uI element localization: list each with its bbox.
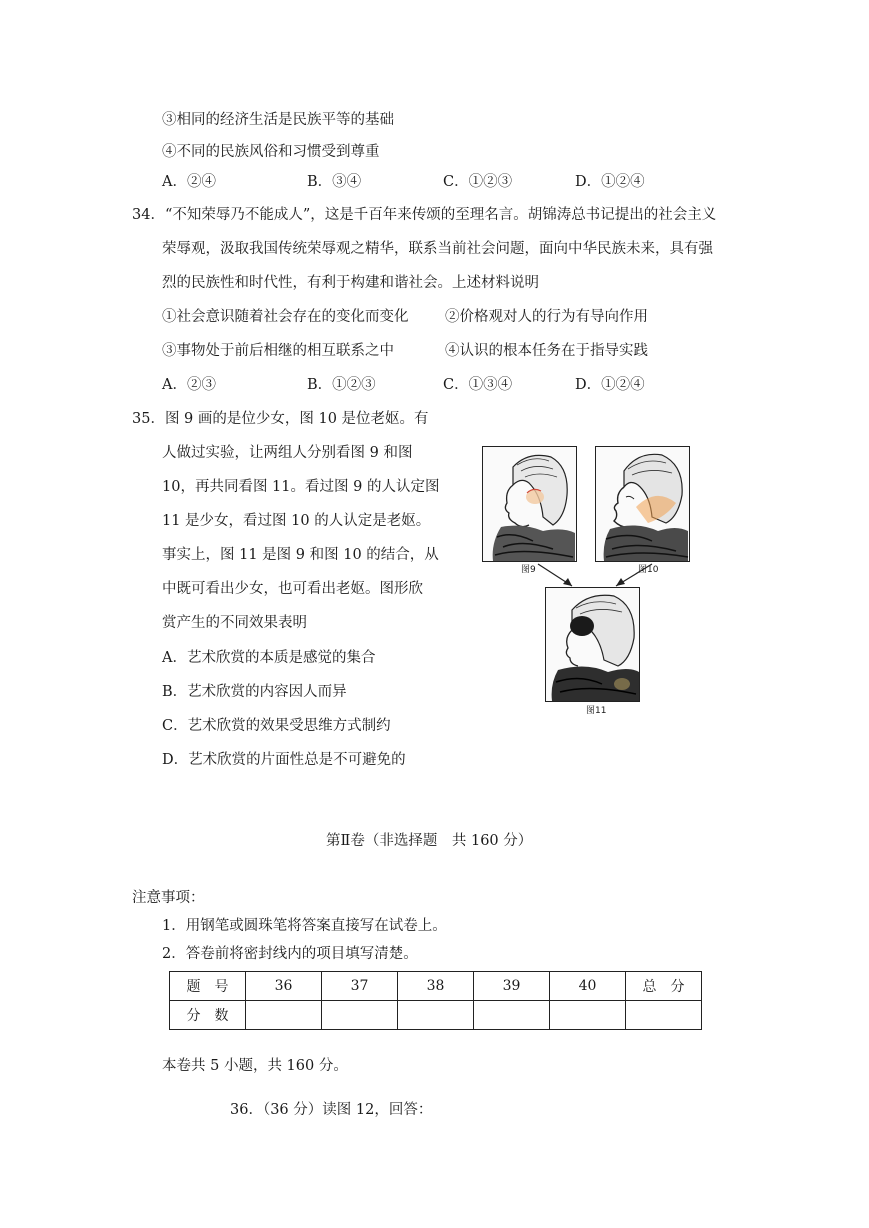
q35-option-a: A．艺术欣赏的本质是感觉的集合 bbox=[162, 650, 376, 666]
q35-option-d: D．艺术欣赏的片面性总是不可避免的 bbox=[162, 752, 406, 768]
score-header-40: 40 bbox=[550, 972, 626, 1001]
score-table-score-row bbox=[170, 1001, 702, 1030]
figure-arrows bbox=[520, 560, 670, 590]
notes-heading: 注意事项： bbox=[132, 890, 205, 906]
figure-9-young-woman bbox=[482, 446, 577, 562]
score-header-37: 37 bbox=[322, 972, 398, 1001]
q34-stem-line-1: 34．“不知荣辱乃不能成人”，这是千百年来传颂的至理名言。胡锦涛总书记提出的社会主义 bbox=[132, 207, 717, 223]
notes-item-1: 1．用钢笔或圆珠笔将答案直接写在试卷上。 bbox=[162, 918, 447, 934]
score-cell-total bbox=[626, 1001, 702, 1030]
q33-option-a: A．②④ bbox=[162, 174, 216, 190]
score-cell-37 bbox=[322, 1001, 398, 1030]
q35-stem-line-4: 11 是少女，看过图 10 的人认定是老妪。 bbox=[162, 513, 431, 529]
q34-item-2: ②价格观对人的行为有导向作用 bbox=[445, 309, 648, 325]
score-cell-38 bbox=[398, 1001, 474, 1030]
q35-option-b: B．艺术欣赏的内容因人而异 bbox=[162, 684, 347, 700]
figure-9-caption: 图9 bbox=[521, 565, 536, 575]
q34-stem-line-2: 荣辱观，汲取我国传统荣辱观之精华，联系当前社会问题，面向中华民族未来，具有强 bbox=[162, 241, 713, 257]
q35-stem-line-7: 赏产生的不同效果表明 bbox=[162, 615, 307, 631]
score-cell-39 bbox=[474, 1001, 550, 1030]
q35-stem-line-3: 10，再共同看图 11。看过图 9 的人认定图 bbox=[162, 479, 440, 495]
score-header-36: 36 bbox=[246, 972, 322, 1001]
score-table bbox=[169, 971, 702, 1030]
section-title: 第Ⅱ卷（非选择题 共 160 分） bbox=[326, 833, 533, 849]
q34-item-1: ①社会意识随着社会存在的变化而变化 bbox=[162, 309, 409, 325]
q35-stem-line-2: 人做过实验，让两组人分别看图 9 和图 bbox=[162, 445, 413, 461]
score-row-label: 分 数 bbox=[170, 1001, 246, 1030]
q33-option-b: B．③④ bbox=[307, 174, 362, 190]
q33-item-3: ③相同的经济生活是民族平等的基础 bbox=[162, 112, 394, 128]
q35-stem-line-6: 中既可看出少女，也可看出老妪。图形欣 bbox=[162, 581, 423, 597]
q34-item-3: ③事物处于前后相继的相互联系之中 bbox=[162, 343, 394, 359]
q33-option-c: C．①②③ bbox=[443, 174, 513, 190]
notes-item-2: 2．答卷前将密封线内的项目填写清楚。 bbox=[162, 946, 418, 962]
section-summary: 本卷共 5 小题，共 160 分。 bbox=[162, 1058, 348, 1074]
q33-option-d: D．①②④ bbox=[575, 174, 645, 190]
score-table-header-row bbox=[170, 972, 702, 1001]
score-header-total: 总 分 bbox=[626, 972, 702, 1001]
q35-stem-line-5: 事实上，图 11 是图 9 和图 10 的结合，从 bbox=[162, 547, 439, 563]
q34-option-d: D．①②④ bbox=[575, 377, 645, 393]
score-header-label: 题 号 bbox=[170, 972, 246, 1001]
figure-10-old-woman bbox=[595, 446, 690, 562]
score-header-39: 39 bbox=[474, 972, 550, 1001]
score-cell-40 bbox=[550, 1001, 626, 1030]
figure-11-combined bbox=[545, 587, 640, 702]
q34-option-b: B．①②③ bbox=[307, 377, 376, 393]
q35-option-c: C．艺术欣赏的效果受思维方式制约 bbox=[162, 718, 391, 734]
q34-stem-line-3: 烈的民族性和时代性，有利于构建和谐社会。上述材料说明 bbox=[162, 275, 539, 291]
q34-option-a: A．②③ bbox=[162, 377, 216, 393]
score-header-38: 38 bbox=[398, 972, 474, 1001]
q34-option-c: C．①③④ bbox=[443, 377, 513, 393]
q36-stem: 36．（36 分）读图 12，回答： bbox=[230, 1102, 433, 1118]
q33-item-4: ④不同的民族风俗和习惯受到尊重 bbox=[162, 144, 380, 160]
q35-stem-line-1: 35．图 9 画的是位少女，图 10 是位老妪。有 bbox=[132, 411, 429, 427]
score-cell-36 bbox=[246, 1001, 322, 1030]
figure-11-caption: 图11 bbox=[586, 706, 607, 716]
q34-item-4: ④认识的根本任务在于指导实践 bbox=[445, 343, 648, 359]
figure-10-caption: 图10 bbox=[638, 565, 659, 575]
